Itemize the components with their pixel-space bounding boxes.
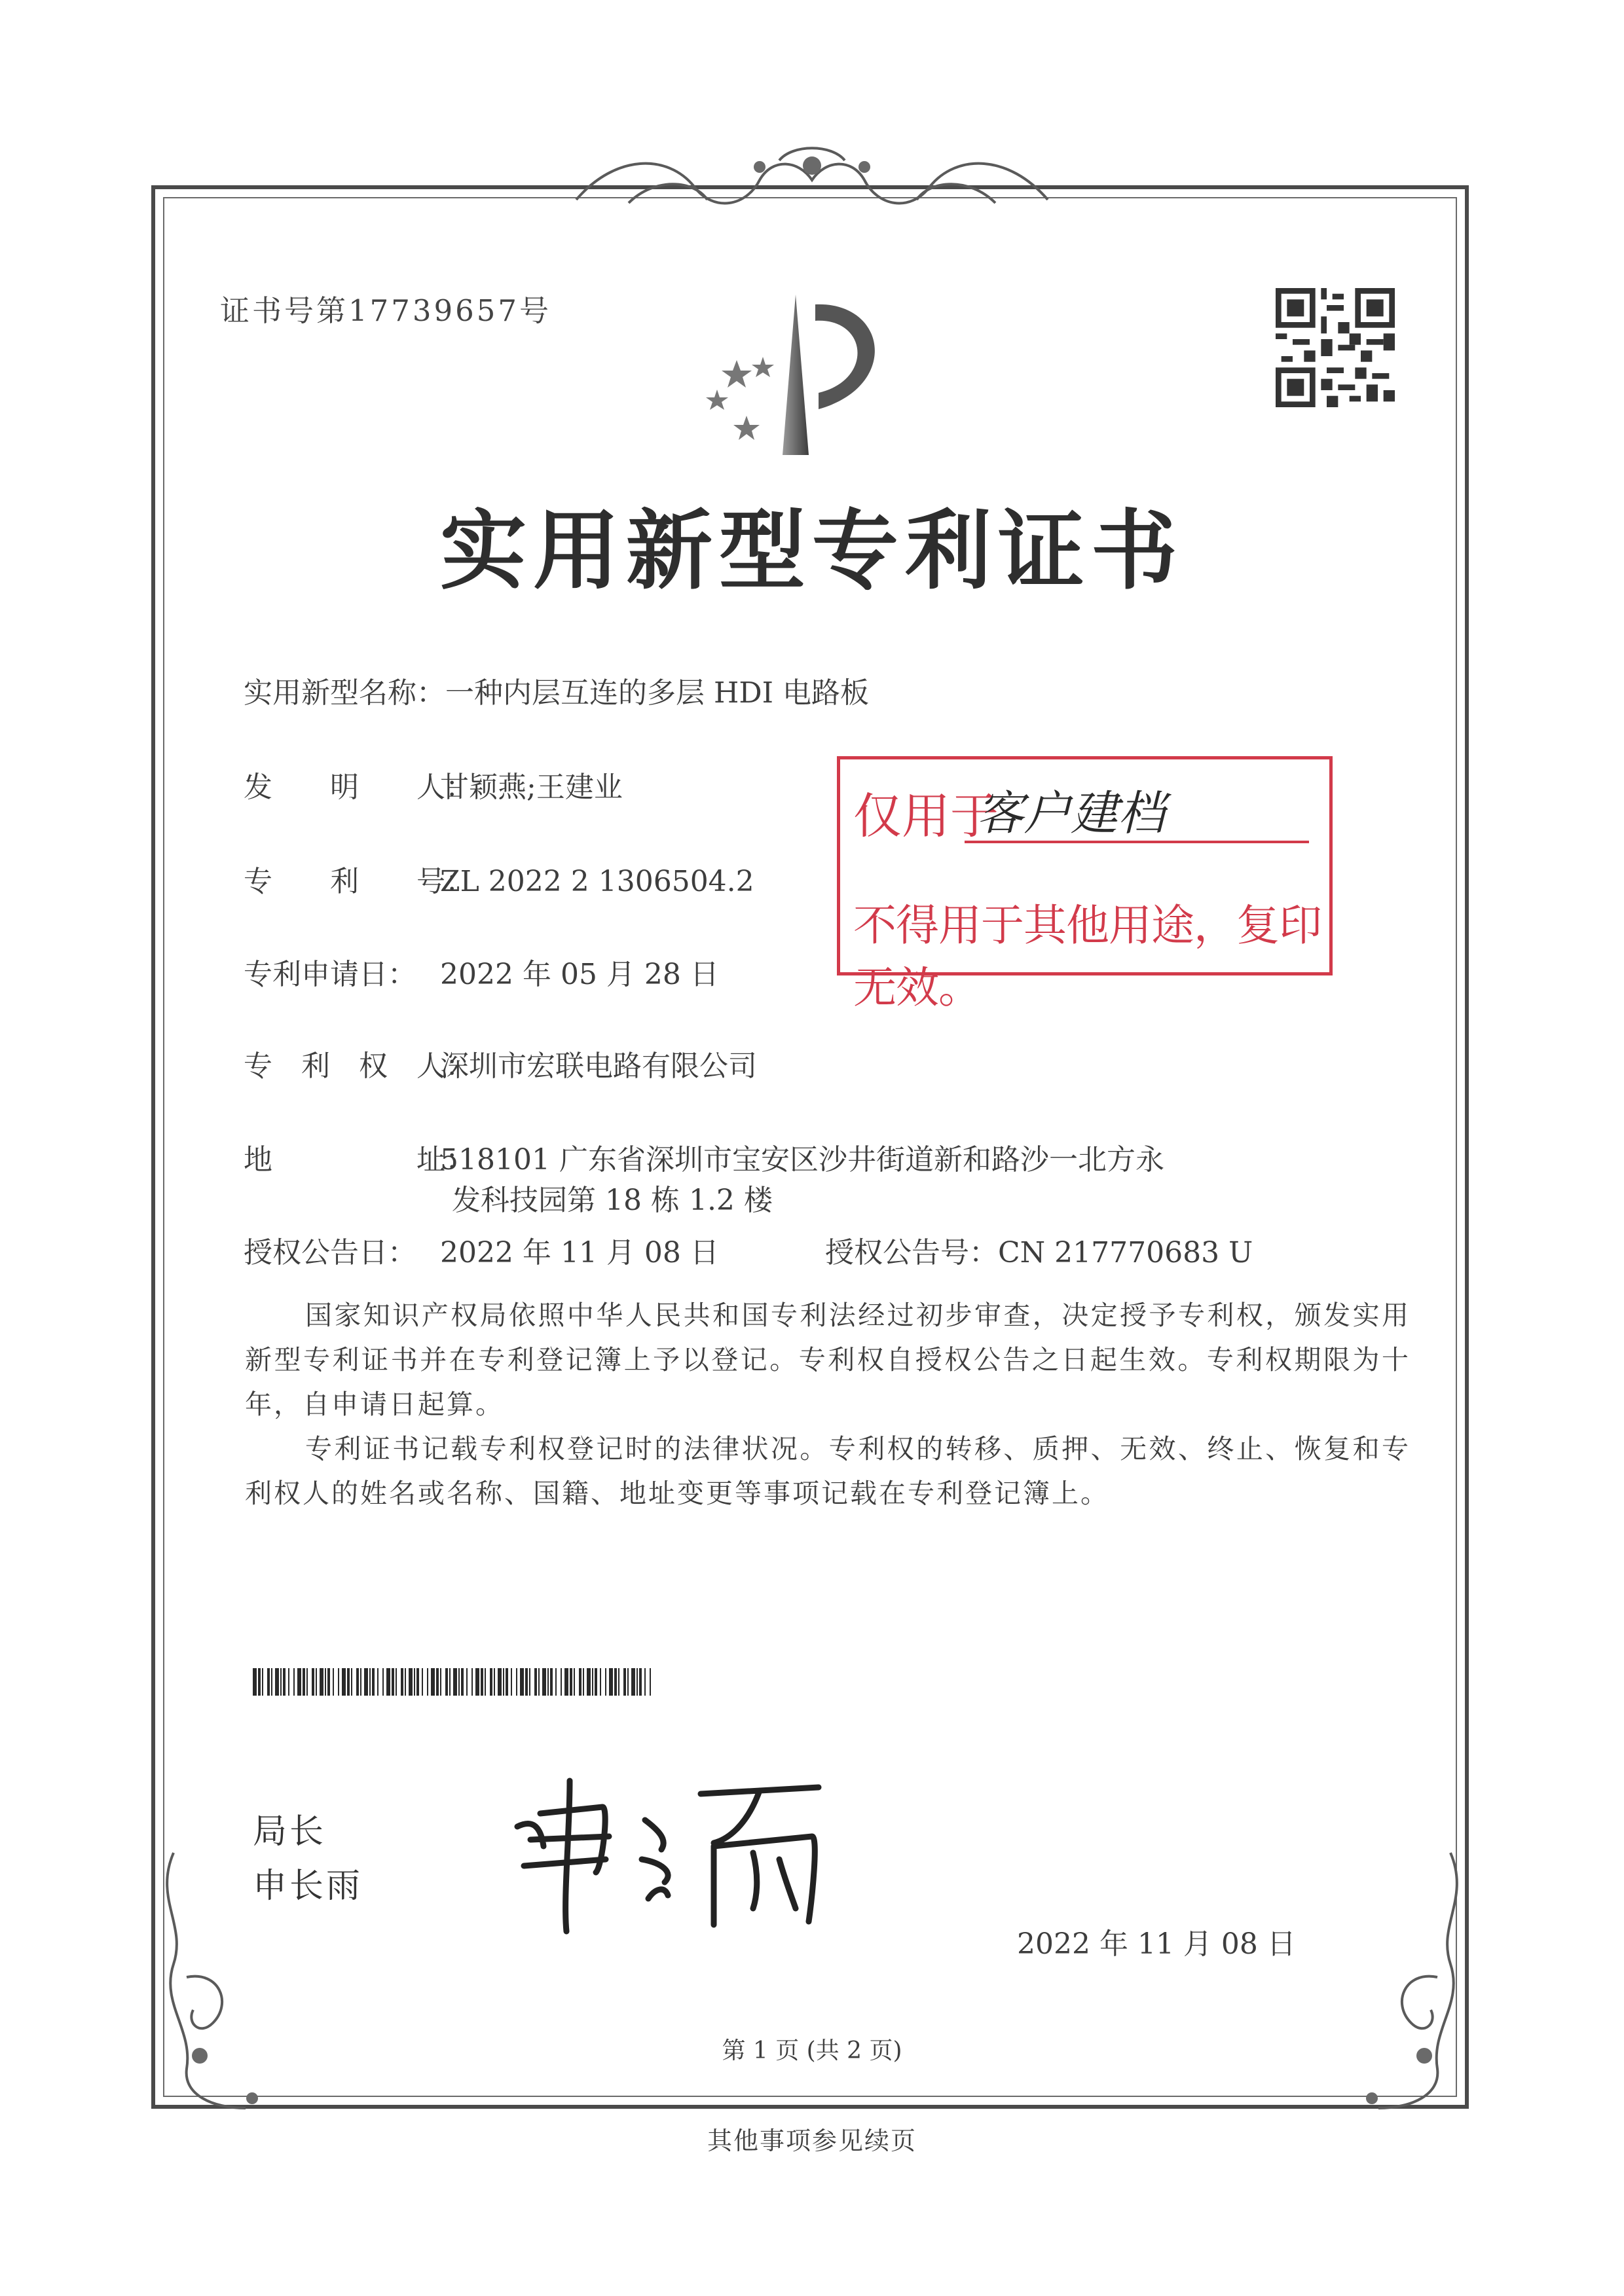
barcode-bar xyxy=(253,1668,257,1696)
barcode-bar xyxy=(405,1668,406,1696)
barcode-bar xyxy=(280,1668,282,1696)
barcode-bar xyxy=(485,1668,486,1696)
barcode-bar xyxy=(347,1668,350,1696)
grant-date-label: 授权公告日： xyxy=(244,1236,416,1269)
barcode-bar xyxy=(436,1668,439,1696)
barcode-bar xyxy=(320,1668,323,1696)
barcode-bar xyxy=(503,1668,504,1696)
filing-date-label: 专利申请日： xyxy=(244,958,416,991)
barcode-bar xyxy=(409,1668,413,1696)
barcode-bar xyxy=(312,1668,314,1696)
utility-model-name-value: 一种内层互连的多层 HDI 电路板 xyxy=(445,676,870,710)
page-number: 第 1 页 (共 2 页) xyxy=(722,2037,902,2064)
barcode-bar xyxy=(490,1668,492,1696)
address-value-line1: 518101 广东省深圳市宝安区沙井街道新和路沙一北方永 xyxy=(440,1143,1164,1176)
barcode-bar xyxy=(338,1668,339,1696)
barcode-bar xyxy=(275,1668,279,1696)
barcode-bar xyxy=(639,1668,642,1696)
barcode-bar xyxy=(494,1668,495,1696)
barcode-bar xyxy=(369,1668,371,1696)
barcode-bar xyxy=(416,1668,419,1696)
body-paragraph-1: 国家知识产权局依照中华人民共和国专利法经过初步审查，决定授予专利权，颁发实用新型专利证书并在专利登记簿上予以登记。专利权自授权公告之日起生效。专利权期限为十年，自申请日起算。 xyxy=(245,1300,1411,1420)
barcode-bar xyxy=(386,1668,390,1696)
barcode-bar xyxy=(618,1668,619,1696)
barcode-bar xyxy=(609,1668,613,1696)
barcode-bar xyxy=(303,1668,305,1696)
grant-date-row xyxy=(244,1229,719,1271)
barcode-bar xyxy=(579,1668,581,1696)
barcode-bar xyxy=(316,1668,317,1696)
grant-number-label: 授权公告号： xyxy=(825,1236,998,1269)
qr-code-icon xyxy=(1276,288,1395,407)
barcode-bar xyxy=(271,1668,272,1696)
inventor-row xyxy=(244,763,623,805)
barcode-bar xyxy=(511,1668,512,1696)
barcode-bar xyxy=(466,1668,468,1696)
barcode-bar xyxy=(525,1668,528,1696)
barcode-bar xyxy=(574,1668,575,1696)
barcode-bar xyxy=(414,1668,415,1696)
barcode-bar xyxy=(445,1668,448,1696)
barcode-bar xyxy=(297,1668,301,1696)
director-signature-icon xyxy=(504,1768,845,1938)
patentee-value: 深圳市宏联电路有限公司 xyxy=(440,1049,757,1083)
footer-note: 其他事项参见续页 xyxy=(707,2126,917,2155)
barcode-bar xyxy=(401,1668,403,1696)
barcode-bar xyxy=(481,1668,483,1696)
barcode-bar xyxy=(550,1668,553,1696)
barcode-bar xyxy=(529,1668,530,1696)
body-paragraph-2: 专利证书记载专利权登记时的法律状况。专利权的转移、质押、无效、终止、恢复和专利权人的姓名或名称、国籍、地址变更等事项记载在专利登记簿上。 xyxy=(245,1433,1411,1509)
barcode-bar xyxy=(555,1668,557,1696)
top-ornament-icon xyxy=(563,141,1061,226)
barcode-bar xyxy=(427,1668,428,1696)
patent-number-row xyxy=(244,858,754,900)
barcode-bar xyxy=(351,1668,352,1696)
barcode-bar xyxy=(627,1668,629,1696)
barcode-bar xyxy=(650,1668,651,1696)
barcode-bar xyxy=(561,1668,562,1696)
barcode-bar xyxy=(605,1668,606,1696)
grant-number-value: CN 217770683 U xyxy=(998,1236,1253,1269)
barcode-bar xyxy=(356,1668,359,1696)
barcode-bar xyxy=(592,1668,593,1696)
certificate-number: 证书号第17739657号 xyxy=(220,293,552,328)
barcode-bar xyxy=(293,1668,295,1696)
grant-date-value: 2022 年 11 月 08 日 xyxy=(440,1236,719,1269)
patentee-row xyxy=(244,1042,757,1084)
barcode-bar xyxy=(520,1668,524,1696)
filing-date-row xyxy=(244,951,719,993)
patentee-label: 专 利 权 人： xyxy=(244,1049,474,1083)
barcode-bar xyxy=(258,1668,261,1696)
barcode-bar xyxy=(570,1668,572,1696)
barcode-bar xyxy=(631,1668,635,1696)
barcode-bar xyxy=(534,1668,537,1696)
barcode-bar xyxy=(461,1668,464,1696)
barcode-bar xyxy=(440,1668,441,1696)
director-name: 申长雨 xyxy=(253,1867,363,1906)
certificate-title: 实用新型专利证书 xyxy=(440,501,1184,602)
barcode-bar xyxy=(600,1668,601,1696)
barcode-bar xyxy=(449,1668,451,1696)
barcode-bar xyxy=(382,1668,384,1696)
address-row xyxy=(244,1136,1164,1178)
barcode-bar xyxy=(595,1668,597,1696)
barcode-bar xyxy=(471,1668,473,1696)
barcode-bar xyxy=(267,1668,270,1696)
barcode-bar xyxy=(614,1668,617,1696)
barcode-bar xyxy=(377,1668,378,1696)
barcode-bar xyxy=(342,1668,346,1696)
barcode-bar xyxy=(431,1668,435,1696)
barcode-bar xyxy=(564,1668,568,1696)
inventor-label: 发 明 人： xyxy=(244,771,474,804)
stamp-line1: 仅用于 xyxy=(853,788,999,845)
utility-model-name-row xyxy=(244,669,869,711)
bottom-right-ornament-icon xyxy=(1339,1846,1477,2121)
barcode-bar xyxy=(458,1668,460,1696)
director-title: 局长 xyxy=(253,1812,327,1851)
barcode-bar xyxy=(547,1668,549,1696)
barcode-bar xyxy=(453,1668,457,1696)
barcode-bar xyxy=(288,1668,289,1696)
barcode-bar xyxy=(644,1668,646,1696)
stamp-handwritten-purpose: 客户建档 xyxy=(976,786,1166,841)
barcode-icon xyxy=(253,1668,654,1696)
stamp-line2: 不得用于其他用途，复印无效。 xyxy=(853,900,1321,1013)
barcode-bar xyxy=(306,1668,308,1696)
barcode-bar xyxy=(516,1668,517,1696)
barcode-bar xyxy=(506,1668,508,1696)
certificate-body xyxy=(245,1293,1411,1516)
barcode-bar xyxy=(262,1668,263,1696)
barcode-bar xyxy=(475,1668,479,1696)
barcode-bar xyxy=(333,1668,334,1696)
barcode-bar xyxy=(623,1668,626,1696)
address-value-line2: 发科技园第 18 栋 1.2 楼 xyxy=(452,1184,773,1217)
grant-number-row xyxy=(825,1229,1253,1271)
patent-number-value: ZL 2022 2 1306504.2 xyxy=(440,865,754,898)
barcode-bar xyxy=(538,1668,540,1696)
barcode-bar xyxy=(364,1668,368,1696)
barcode-bar xyxy=(583,1668,584,1696)
barcode-bar xyxy=(327,1668,330,1696)
utility-model-name-label: 实用新型名称： xyxy=(244,676,445,710)
barcode-bar xyxy=(498,1668,502,1696)
barcode-bar xyxy=(396,1668,397,1696)
barcode-bar xyxy=(283,1668,286,1696)
signing-date: 2022 年 11 月 08 日 xyxy=(1017,1927,1296,1961)
barcode-bar xyxy=(360,1668,361,1696)
inventor-value: 甘颖燕;王建业 xyxy=(440,771,623,804)
filing-date-value: 2022 年 05 月 28 日 xyxy=(440,958,719,991)
barcode-bar xyxy=(637,1668,638,1696)
address-label: 地 址： xyxy=(244,1143,474,1176)
patent-number-label: 专 利 号： xyxy=(244,865,474,898)
barcode-bar xyxy=(542,1668,546,1696)
barcode-bar xyxy=(422,1668,423,1696)
cnipa-logo-icon xyxy=(691,288,927,465)
barcode-bar xyxy=(587,1668,591,1696)
barcode-bar xyxy=(372,1668,375,1696)
barcode-bar xyxy=(392,1668,394,1696)
barcode-bar xyxy=(325,1668,326,1696)
usage-restriction-stamp xyxy=(837,756,1333,1013)
stamp-underline xyxy=(965,841,1309,843)
